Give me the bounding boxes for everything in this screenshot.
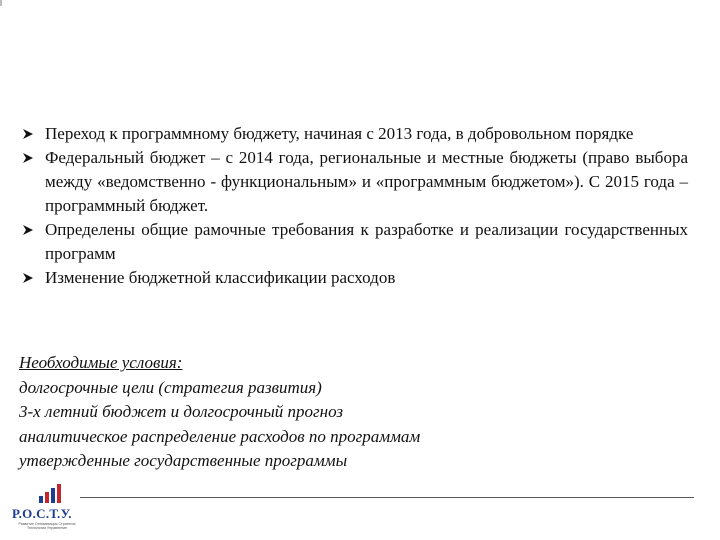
arrow-bullet-icon: [22, 152, 34, 164]
footer-divider: [80, 497, 694, 498]
bullet-item-1: [22, 122, 688, 146]
logo-name: Р.О.С.Т.У.: [12, 506, 72, 521]
condition-item: 3-х летний бюджет и долгосрочный прогноз: [19, 402, 344, 421]
bullet-item-3: [22, 218, 688, 266]
rostu-logo: [8, 480, 82, 536]
bullet-text: Переход к программному бюджету, начиная с 2013 года, в добровольном порядке: [45, 124, 634, 143]
bullet-text: Федеральный бюджет – с 2014 года, региональные и местные бюджеты (право выбора между «ведомственно - функциональным» и «программным бюджетом»). С 2015 года – программный бюджет.: [45, 148, 688, 215]
condition-item: утвержденные государственные программы: [19, 451, 348, 470]
logo-tagline: Развитие Оптимизация Стратегия Технологии Управление: [18, 522, 76, 531]
arrow-bullet-icon: [22, 272, 34, 284]
arrow-bullet-icon: [22, 128, 34, 140]
bullet-item-4: [22, 266, 688, 290]
bullet-text: Изменение бюджетной классификации расходов: [45, 268, 396, 287]
condition-item: аналитическое распределение расходов по программам: [19, 426, 421, 446]
bullet-text: Определены общие рамочные требования к разработке и реализации государственных программ: [45, 220, 688, 263]
condition-item: долгосрочные цели (стратегия развития): [19, 377, 322, 397]
bar-chart-logo-icon: [38, 483, 66, 503]
corner-mark: [0, 0, 2, 6]
conditions-title: Необходимые условия:: [19, 353, 183, 372]
bullet-item-2: [22, 146, 688, 218]
arrow-bullet-icon: [22, 224, 34, 236]
bullet-list: [22, 122, 688, 290]
conditions-block: [19, 351, 420, 474]
